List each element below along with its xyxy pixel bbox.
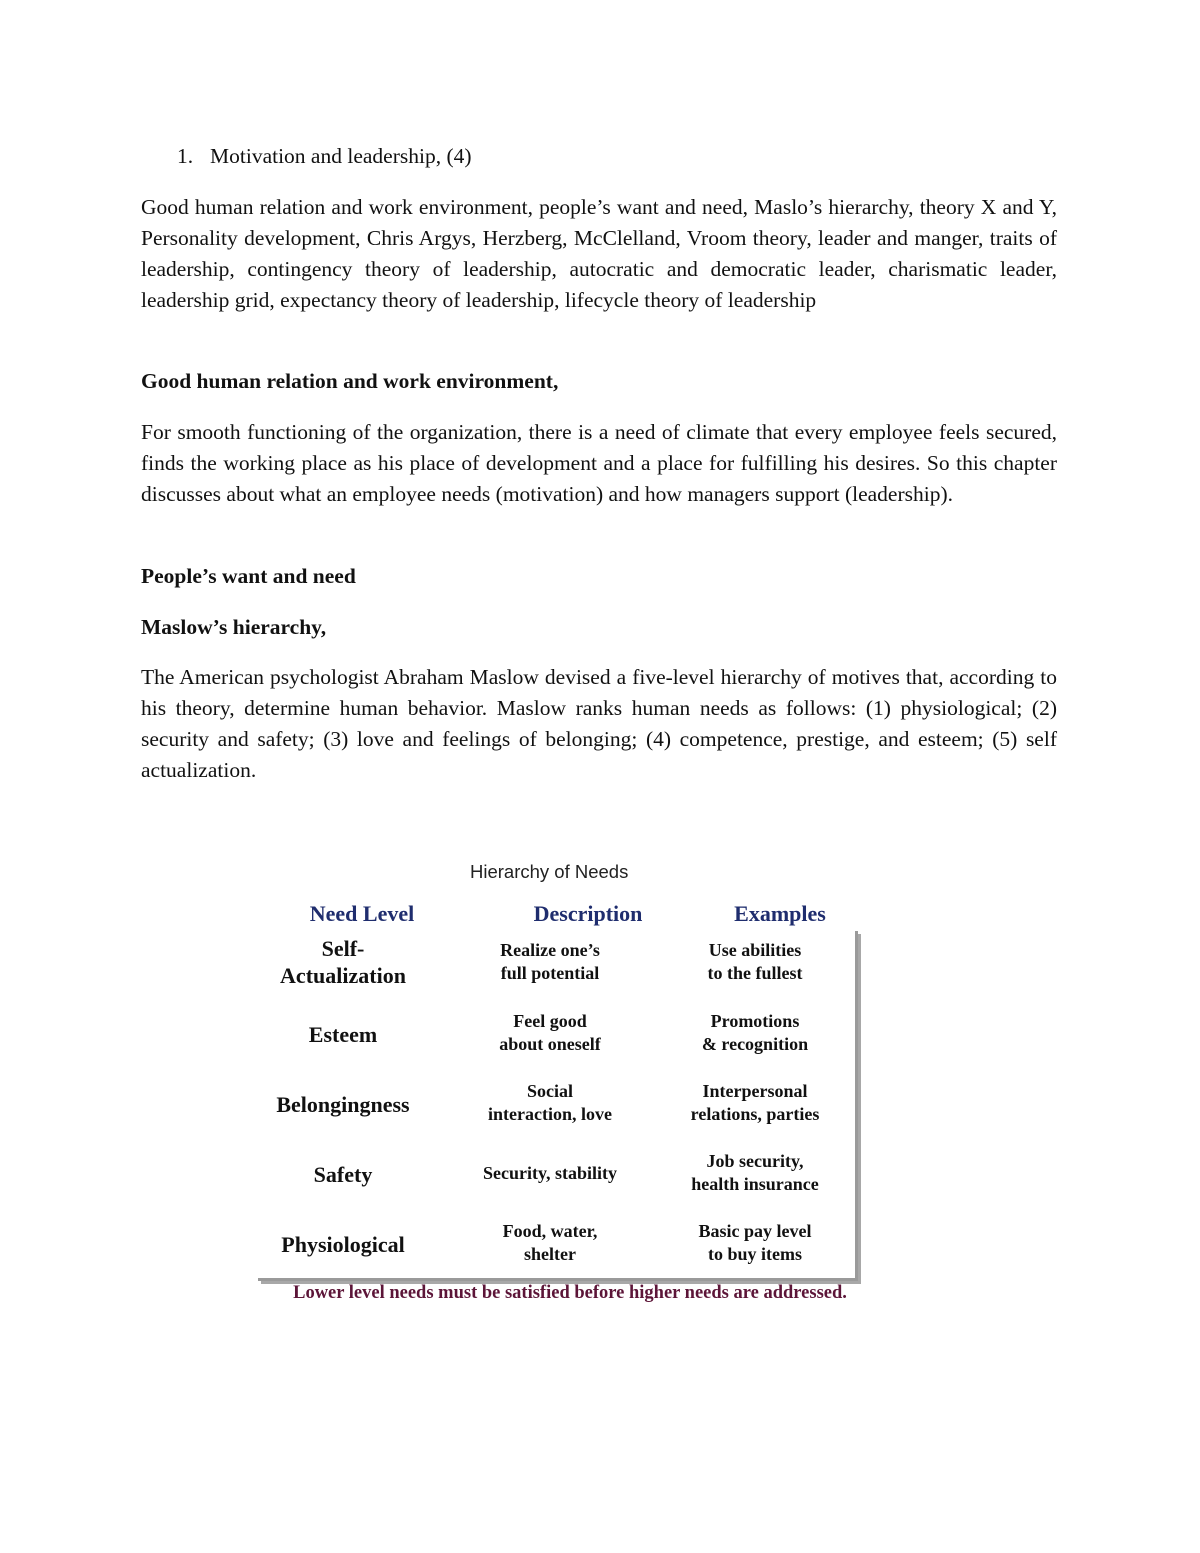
section-body-maslow: The American psychologist Abraham Maslow devised a five-level hierarchy of motives that, according to his theory, determine human behavior. Maslow ranks human needs as follows: (1) physiological; (2) security and safety; (3) love and feelings of belonging; (4) competence, prestige, and esteem; (5) self actualization. [141,665,1057,782]
section-body-human-relation: For smooth functioning of the organization, there is a need of climate that every employee feels secured, finds the working place as his place of development and a place for fulfilling his desires. So this chapter discusses about what an employee needs (motivation) and how managers support (leadership). [141,420,1057,506]
section-title-maslow: Maslow’s hierarchy, [141,615,327,639]
description-cell: Food, water, shelter [502,1221,598,1264]
need-level-cell: Self- Actualization [280,936,406,988]
description-cell: Feel good about oneself [499,1011,601,1054]
frame-shadow-bottom [258,1278,858,1281]
examples-cell: Use abilities to the fullest [707,940,803,983]
description-cell: Realize one’s full potential [500,940,600,983]
description-cell: Social interaction, love [488,1081,612,1124]
figure-title: Hierarchy of Needs [470,861,629,882]
examples-cell: Interpersonal relations, parties [690,1081,820,1124]
figure-footnote: Lower level needs must be satisfied before higher needs are addressed. [293,1283,847,1303]
topics-paragraph: Good human relation and work environment, people’s want and need, Maslo’s hierarchy, theory X and Y, Personality development, Chris Argys, Herzberg, McClelland, Vroom theory, leader and manger, traits of leadership, contingency theory of leadership, autocratic and democratic leader, charismatic leader, leadership grid, expectancy theory of leadership, lifecycle theory of leadership [141,195,1057,312]
need-level-cell: Belongingness [276,1092,410,1117]
column-header-examples: Examples [734,901,826,926]
need-level-cell: Physiological [281,1232,405,1257]
examples-cell: Promotions & recognition [701,1011,809,1054]
column-header-need-level: Need Level [309,901,415,926]
column-header-description: Description [533,901,643,926]
need-level-cell: Esteem [308,1022,378,1047]
need-level-cell: Safety [313,1162,373,1187]
hierarchy-of-needs-figure [200,855,940,1315]
section-title-human-relation: Good human relation and work environment, [141,369,559,393]
description-cell: Security, stability [483,1163,617,1183]
examples-cell: Basic pay level to buy items [698,1221,812,1264]
heading-number: 1. [177,144,194,168]
section-title-want-need: People’s want and need [141,564,356,588]
examples-cell: Job security, health insurance [691,1151,819,1194]
numbered-heading [177,141,472,172]
heading-text: Motivation and leadership, (4) [210,144,472,168]
